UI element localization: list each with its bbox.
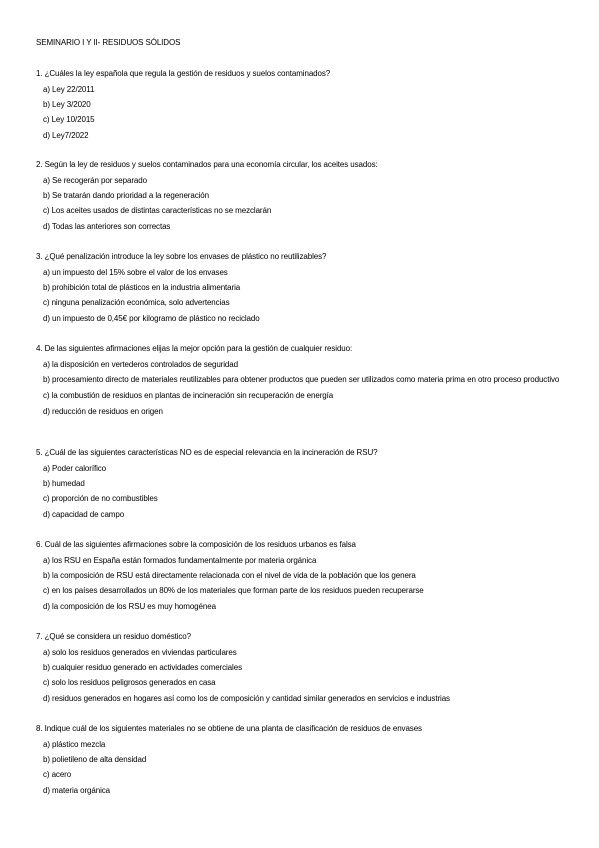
options-list — [36, 267, 566, 324]
options-list — [36, 463, 566, 520]
option-c: c) Los aceites usados de distintas características no se mezclarán — [43, 206, 272, 216]
question-8 — [36, 723, 566, 800]
options-list — [36, 739, 566, 796]
question-7 — [36, 631, 566, 708]
option-c: c) acero — [43, 770, 72, 780]
option-b: b) Ley 3/2020 — [43, 100, 91, 110]
option-c: c) solo los residuos peligrosos generados en casa — [43, 678, 216, 688]
option-c: c) la combustión de residuos en plantas de incineración sin recuperación de energía — [43, 391, 334, 401]
document-title: SEMINARIO I Y II- RESIDUOS SÓLIDOS — [36, 38, 181, 47]
option-a: a) un impuesto del 15% sobre el valor de los envases — [43, 268, 228, 277]
question-3 — [36, 251, 566, 328]
question-6 — [36, 539, 566, 616]
question-text: 5. ¿Cuál de las siguientes características NO es de especial relevancia en la incineración de RSU? — [36, 448, 378, 457]
option-b: b) la composición de RSU está directamente relacionada con el nivel de vida de la población que los genera — [43, 571, 416, 581]
option-d: d) capacidad de campo — [43, 509, 125, 519]
option-d: d) reducción de residuos en origen — [43, 406, 163, 416]
options-list — [36, 84, 566, 141]
options-list — [36, 555, 566, 612]
option-a: a) Ley 22/2011 — [43, 85, 95, 94]
option-d: d) residuos generados en hogares así como los de composición y cantidad similar generados en servicios e industrias — [43, 693, 450, 703]
option-a: a) los RSU en España están formados fundamentalmente por materia orgánica — [43, 556, 317, 565]
question-text: 7. ¿Qué se considera un residuo doméstico? — [36, 632, 191, 641]
option-b: b) humedad — [43, 479, 85, 489]
question-text: 6. Cuál de las siguientes afirmaciones sobre la composición de los residuos urbanos es falsa — [36, 540, 356, 549]
question-2 — [36, 159, 566, 236]
option-b: b) Se tratarán dando prioridad a la regeneración — [43, 191, 209, 201]
option-d: d) un impuesto de 0,45€ por kilogramo de plástico no reciclado — [43, 313, 260, 323]
option-c: c) Ley 10/2015 — [43, 115, 95, 125]
option-b: b) cualquier residuo generado en actividades comerciales — [43, 663, 242, 673]
question-text: 2. Según la ley de residuos y suelos contaminados para una economía circular, los aceites usados: — [36, 160, 378, 169]
question-5 — [36, 447, 566, 524]
option-a: a) la disposición en vertederos controlados de seguridad — [43, 360, 238, 369]
option-d: d) la composición de los RSU es muy homogénea — [43, 601, 216, 611]
question-text: 4. De las siguientes afirmaciones elijas la mejor opción para la gestión de cualquier residuo: — [36, 344, 353, 353]
option-c: c) en los países desarrollados un 80% de los materiales que forman parte de los residuos pueden recuperarse — [43, 586, 424, 596]
question-text: 8. Indique cuál de los siguientes materiales no se obtiene de una planta de clasificación de residuos de envases — [36, 724, 422, 733]
question-1 — [36, 68, 566, 145]
question-text: 1. ¿Cuáles la ley española que regula la gestión de residuos y suelos contaminados? — [36, 69, 331, 78]
question-text: 3. ¿Qué penalización introduce la ley sobre los envases de plástico no reutilizables? — [36, 252, 327, 261]
option-b: b) polietileno de alta densidad — [43, 755, 147, 765]
option-d: d) materia orgánica — [43, 785, 111, 795]
options-list — [36, 647, 566, 704]
option-d: d) Ley7/2022 — [43, 130, 89, 140]
option-c: c) ninguna penalización económica, solo advertencias — [43, 298, 230, 308]
question-4 — [36, 343, 566, 421]
option-a: a) Se recogerán por separado — [43, 176, 147, 185]
options-list — [36, 175, 566, 232]
option-d: d) Todas las anteriores son correctas — [43, 221, 171, 231]
options-list — [36, 359, 566, 417]
option-a: a) plástico mezcla — [43, 740, 106, 749]
option-a: a) solo los residuos generados en viviendas particulares — [43, 648, 237, 657]
option-b: b) prohibición total de plásticos en la industria alimentaria — [43, 283, 241, 293]
option-b: b) procesamiento directo de materiales reutilizables para obtener productos que pueden ser utilizados como materia prima en otro proceso productivo — [43, 375, 560, 385]
option-a: a) Poder calorífico — [43, 464, 107, 473]
option-c: c) proporción de no combustibles — [43, 494, 158, 504]
